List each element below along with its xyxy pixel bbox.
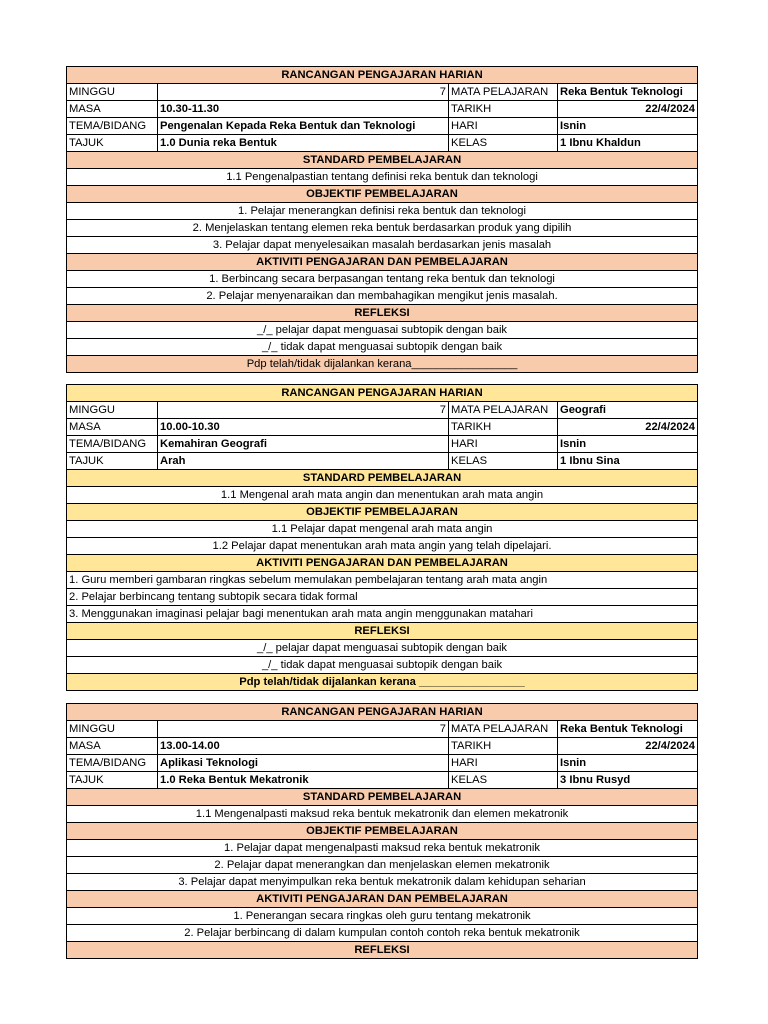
refleksi-note: Pdp telah/tidak dijalankan kerana _________________ [67,674,698,691]
standard-item: 1.1 Mengenalpasti maksud reka bentuk mekatronik dan elemen mekatronik [67,806,698,823]
label-kelas: KELAS [449,772,558,789]
label-tajuk: TAJUK [67,772,158,789]
value-tema: Kemahiran Geografi [158,436,449,453]
value-masa: 13.00-14.00 [158,738,449,755]
label-mata-pelajaran: MATA PELAJARAN [449,721,558,738]
info-row-masa [67,101,698,118]
label-minggu: MINGGU [67,402,158,419]
aktiviti-item: 2. Pelajar menyenaraikan dan membahagikan mengikut jenis masalah. [67,288,698,305]
refleksi-header: REFLEKSI [67,305,698,322]
lesson-plan-2 [66,384,698,691]
label-masa: MASA [67,419,158,436]
label-tarikh: TARIKH [449,419,558,436]
refleksi-item: _/_ tidak dapat menguasai subtopik dengan baik [67,657,698,674]
objektif-header: OBJEKTIF PEMBELAJARAN [67,823,698,840]
value-tema: Pengenalan Kepada Reka Bentuk dan Teknologi [158,118,449,135]
plan-title-row [67,67,698,84]
standard-header: STANDARD PEMBELAJARAN [67,789,698,806]
objektif-header: OBJEKTIF PEMBELAJARAN [67,186,698,203]
aktiviti-header: AKTIVITI PENGAJARAN DAN PEMBELAJARAN [67,555,698,572]
value-mata-pelajaran: Reka Bentuk Teknologi [558,721,698,738]
value-kelas: 1 Ibnu Sina [558,453,698,470]
aktiviti-item: 1. Berbincang secara berpasangan tentang reka bentuk dan teknologi [67,271,698,288]
aktiviti-item: 2. Pelajar berbincang di dalam kumpulan contoh contoh reka bentuk mekatronik [67,925,698,942]
label-tarikh: TARIKH [449,738,558,755]
label-tema: TEMA/BIDANG [67,436,158,453]
objektif-item: 3. Pelajar dapat menyelesaikan masalah berdasarkan jenis masalah [67,237,698,254]
value-tarikh: 22/4/2024 [558,738,698,755]
aktiviti-item: 1. Guru memberi gambaran ringkas sebelum memulakan pembelajaran tentang arah mata angin [67,572,698,589]
objektif-item: 2. Menjelaskan tentang elemen reka bentuk berdasarkan produk yang dipilih [67,220,698,237]
plan-title: RANCANGAN PENGAJARAN HARIAN [67,385,698,402]
value-mata-pelajaran: Geografi [558,402,698,419]
refleksi-note: Pdp telah/tidak dijalankan kerana_________________ [67,356,698,373]
label-tajuk: TAJUK [67,453,158,470]
plan-title: RANCANGAN PENGAJARAN HARIAN [67,704,698,721]
value-tarikh: 22/4/2024 [558,419,698,436]
label-minggu: MINGGU [67,721,158,738]
refleksi-header: REFLEKSI [67,623,698,640]
refleksi-item: _/_ tidak dapat menguasai subtopik dengan baik [67,339,698,356]
value-mata-pelajaran: Reka Bentuk Teknologi [558,84,698,101]
objektif-item: 2. Pelajar dapat menerangkan dan menjelaskan elemen mekatronik [67,857,698,874]
aktiviti-item: 3. Menggunakan imaginasi pelajar bagi menentukan arah mata angin menggunakan matahari [67,606,698,623]
value-hari: Isnin [558,436,698,453]
lesson-plan-1 [66,66,698,373]
info-row-tajuk [67,135,698,152]
objektif-item: 1. Pelajar menerangkan definisi reka bentuk dan teknologi [67,203,698,220]
value-tema: Aplikasi Teknologi [158,755,449,772]
aktiviti-header: AKTIVITI PENGAJARAN DAN PEMBELAJARAN [67,891,698,908]
value-kelas: 3 Ibnu Rusyd [558,772,698,789]
standard-item: 1.1 Pengenalpastian tentang definisi reka bentuk dan teknologi [67,169,698,186]
value-minggu: 7 [158,84,449,101]
value-masa: 10.00-10.30 [158,419,449,436]
label-masa: MASA [67,738,158,755]
standard-header: STANDARD PEMBELAJARAN [67,152,698,169]
plan-title: RANCANGAN PENGAJARAN HARIAN [67,67,698,84]
value-tajuk: 1.0 Reka Bentuk Mekatronik [158,772,449,789]
value-tajuk: Arah [158,453,449,470]
refleksi-item: _/_ pelajar dapat menguasai subtopik dengan baik [67,640,698,657]
objektif-item: 1.2 Pelajar dapat menentukan arah mata angin yang telah dipelajari. [67,538,698,555]
label-minggu: MINGGU [67,84,158,101]
value-tajuk: 1.0 Dunia reka Bentuk [158,135,449,152]
standard-item: 1.1 Mengenal arah mata angin dan menentukan arah mata angin [67,487,698,504]
value-hari: Isnin [558,118,698,135]
info-row-tema [67,118,698,135]
standard-header: STANDARD PEMBELAJARAN [67,470,698,487]
label-mata-pelajaran: MATA PELAJARAN [449,84,558,101]
label-tema: TEMA/BIDANG [67,118,158,135]
objektif-item: 3. Pelajar dapat menyimpulkan reka bentuk mekatronik dalam kehidupan seharian [67,874,698,891]
value-minggu: 7 [158,402,449,419]
objektif-item: 1.1 Pelajar dapat mengenal arah mata angin [67,521,698,538]
label-tarikh: TARIKH [449,101,558,118]
label-kelas: KELAS [449,135,558,152]
aktiviti-item: 1. Penerangan secara ringkas oleh guru tentang mekatronik [67,908,698,925]
refleksi-header: REFLEKSI [67,942,698,959]
label-masa: MASA [67,101,158,118]
info-row-minggu [67,84,698,101]
label-hari: HARI [449,755,558,772]
objektif-header: OBJEKTIF PEMBELAJARAN [67,504,698,521]
aktiviti-header: AKTIVITI PENGAJARAN DAN PEMBELAJARAN [67,254,698,271]
value-kelas: 1 Ibnu Khaldun [558,135,698,152]
refleksi-item: _/_ pelajar dapat menguasai subtopik dengan baik [67,322,698,339]
value-masa: 10.30-11.30 [158,101,449,118]
value-tarikh: 22/4/2024 [558,101,698,118]
label-tema: TEMA/BIDANG [67,755,158,772]
value-hari: Isnin [558,755,698,772]
lesson-plan-3 [66,703,698,959]
label-hari: HARI [449,118,558,135]
label-hari: HARI [449,436,558,453]
label-mata-pelajaran: MATA PELAJARAN [449,402,558,419]
objektif-item: 1. Pelajar dapat mengenalpasti maksud reka bentuk mekatronik [67,840,698,857]
label-kelas: KELAS [449,453,558,470]
label-tajuk: TAJUK [67,135,158,152]
value-minggu: 7 [158,721,449,738]
aktiviti-item: 2. Pelajar berbincang tentang subtopik secara tidak formal [67,589,698,606]
